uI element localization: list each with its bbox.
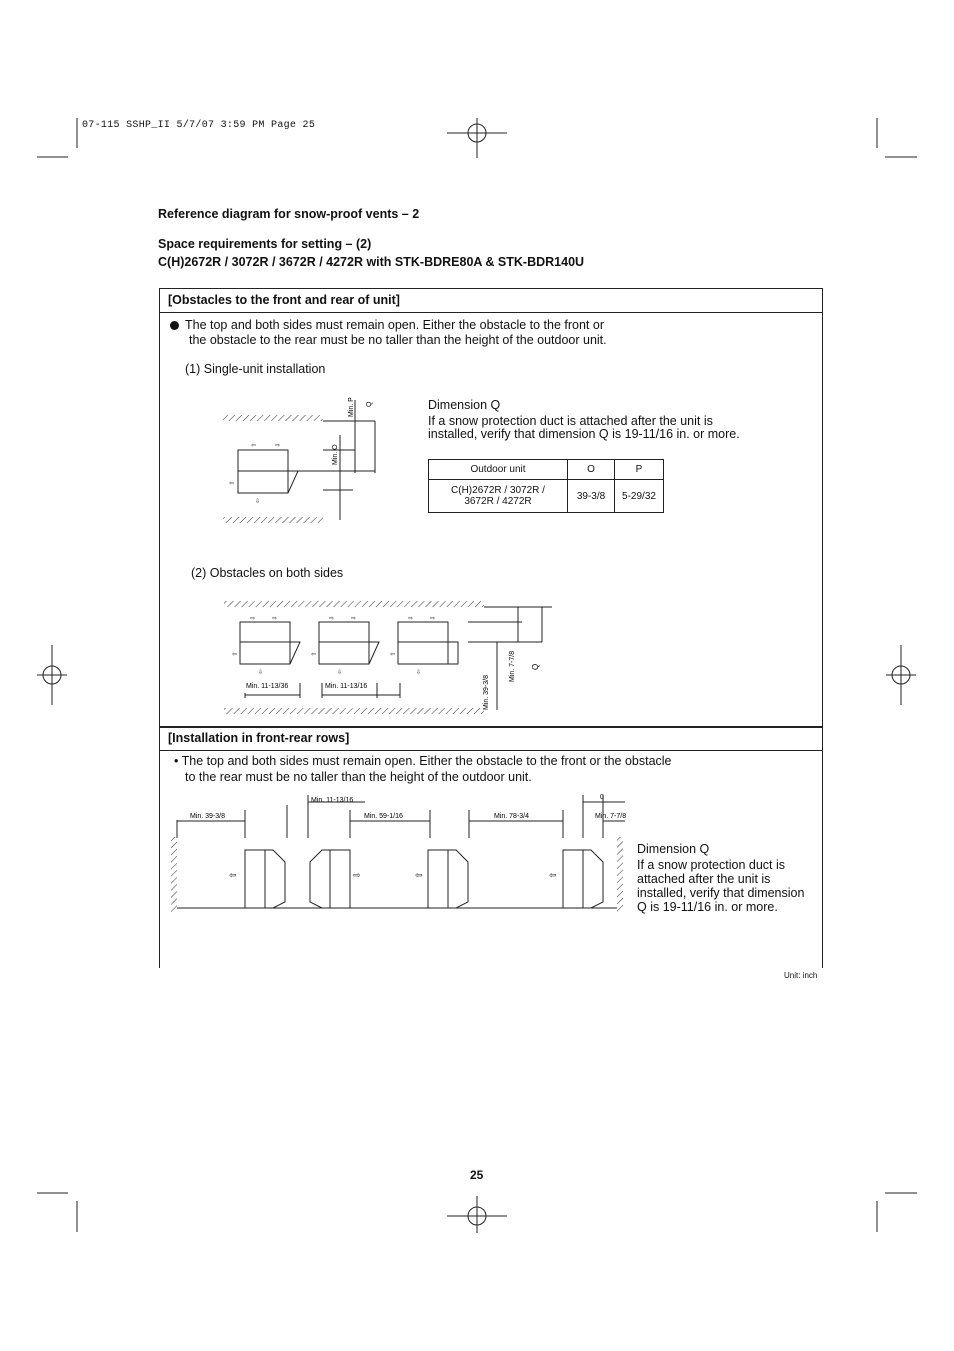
unit-note: Unit: inch bbox=[784, 971, 818, 980]
dimension-q-title: Dimension Q bbox=[428, 398, 501, 412]
svg-text:⇩: ⇩ bbox=[337, 670, 343, 676]
table-header-p: P bbox=[615, 460, 664, 480]
section1-bullet-line2: the obstacle to the rear must be no taller than the height of the outdoor unit. bbox=[189, 333, 607, 347]
subtitle-line1: Space requirements for setting – (2) bbox=[158, 237, 372, 251]
label-min-a: Min. 11-13/36 bbox=[246, 683, 289, 690]
label-zero: 0 bbox=[600, 794, 604, 801]
svg-text:⇨: ⇨ bbox=[329, 616, 335, 622]
label-min-59-1-16: Min. 59-1/16 bbox=[364, 813, 403, 820]
bottom-obstacle-2 bbox=[224, 708, 484, 714]
table-cell-o: 39-3/8 bbox=[568, 480, 615, 513]
label-min-p: Min. P bbox=[348, 397, 355, 417]
subtitle-line2: C(H)2672R / 3072R / 3672R / 4272R with STK-BDRE80A & STK-BDR140U bbox=[158, 255, 585, 269]
outdoor-unit-2 bbox=[319, 622, 369, 664]
svg-text:⇨: ⇨ bbox=[250, 616, 256, 622]
dimension-q-line2: installed, verify that dimension Q is 19-11/16 in. or more. bbox=[428, 427, 740, 441]
front-rear-rows-diagram bbox=[165, 790, 630, 918]
right-wall bbox=[617, 837, 623, 912]
label-min-11-13-16-row: Min. 11-13/16 bbox=[311, 797, 354, 804]
section1-header: [Obstacles to the front and rear of unit] bbox=[160, 289, 822, 313]
svg-text:⇦: ⇦ bbox=[415, 870, 423, 880]
outdoor-unit-3 bbox=[398, 622, 448, 664]
label-min-7-7-8-row: Min. 7-7/8 bbox=[595, 813, 627, 820]
table-cell-unit bbox=[429, 480, 568, 513]
print-slug: 07-115 SSHP_II 5/7/07 3:59 PM Page 25 bbox=[82, 120, 316, 131]
svg-text:⇦: ⇦ bbox=[390, 652, 396, 658]
both-sides-diagram bbox=[222, 598, 554, 720]
both-sides-heading: (2) Obstacles on both sides bbox=[191, 566, 344, 580]
section1-bullet-line1: The top and both sides must remain open. Either the obstacle to the front or bbox=[185, 318, 604, 332]
bottom-obstacle bbox=[223, 517, 323, 523]
svg-text:⇦: ⇦ bbox=[229, 481, 235, 487]
label-q-2: Q bbox=[531, 663, 540, 670]
svg-text:⇨: ⇨ bbox=[408, 616, 414, 622]
svg-text:⇦: ⇦ bbox=[311, 652, 317, 658]
svg-text:⇨: ⇨ bbox=[351, 616, 357, 622]
label-min-o: Min. O bbox=[332, 444, 339, 465]
single-unit-heading: (1) Single-unit installation bbox=[185, 362, 326, 376]
dimension-q2-line1: If a snow protection duct is bbox=[637, 858, 785, 872]
table-cell-p: 5-29/32 bbox=[615, 480, 664, 513]
svg-text:⇩: ⇩ bbox=[255, 499, 261, 505]
label-min-39-3-8: Min. 39-3/8 bbox=[483, 674, 490, 710]
section2-bullet-line2: to the rear must be no taller than the height of the outdoor unit. bbox=[185, 770, 532, 784]
svg-text:⇨: ⇨ bbox=[430, 616, 436, 622]
dimension-q2-line3: installed, verify that dimension bbox=[637, 886, 805, 900]
dimension-table bbox=[428, 459, 664, 513]
svg-text:⇦: ⇦ bbox=[232, 652, 238, 658]
svg-text:⇦: ⇦ bbox=[549, 870, 557, 880]
label-min-39-3-8-row: Min. 39-3/8 bbox=[190, 813, 226, 820]
top-obstacle bbox=[223, 415, 323, 421]
single-unit-diagram bbox=[215, 385, 385, 530]
svg-text:⇩: ⇩ bbox=[258, 670, 264, 676]
label-min-7-7-8: Min. 7-7/8 bbox=[509, 650, 516, 682]
svg-text:⇨: ⇨ bbox=[272, 616, 278, 622]
table-header-unit: Outdoor unit bbox=[429, 460, 568, 480]
svg-text:⇨: ⇨ bbox=[275, 443, 281, 449]
dimension-q-line1: If a snow protection duct is attached after the unit is bbox=[428, 414, 713, 428]
table-unit-line2: 3672R / 4272R bbox=[464, 496, 532, 507]
svg-text:⇦: ⇦ bbox=[251, 443, 257, 449]
svg-text:⇨: ⇨ bbox=[353, 870, 361, 880]
section2-bullet-line1: • The top and both sides must remain open. Either the obstacle to the front or the obstacle bbox=[174, 754, 672, 768]
svg-text:⇦: ⇦ bbox=[229, 870, 237, 880]
label-min-b: Min. 11-13/16 bbox=[325, 683, 368, 690]
dimension-q2-line2: attached after the unit is bbox=[637, 872, 771, 886]
top-obstacle-2 bbox=[224, 601, 484, 607]
dimension-q2-line4: Q is 19-11/16 in. or more. bbox=[637, 900, 778, 914]
outdoor-unit-1 bbox=[240, 622, 290, 664]
dimension-q2-title: Dimension Q bbox=[637, 842, 710, 856]
page-number: 25 bbox=[470, 1168, 484, 1182]
table-unit-line1: C(H)2672R / 3072R / bbox=[451, 485, 545, 496]
table-header-o: O bbox=[568, 460, 615, 480]
page-title: Reference diagram for snow-proof vents – 2 bbox=[158, 207, 420, 221]
svg-text:⇩: ⇩ bbox=[416, 670, 422, 676]
left-wall bbox=[171, 837, 177, 912]
section2-header: [Installation in front-rear rows] bbox=[160, 727, 822, 751]
label-min-78-3-4: Min. 78-3/4 bbox=[494, 813, 530, 820]
label-q: Q bbox=[366, 401, 373, 407]
bullet-icon bbox=[170, 321, 179, 330]
